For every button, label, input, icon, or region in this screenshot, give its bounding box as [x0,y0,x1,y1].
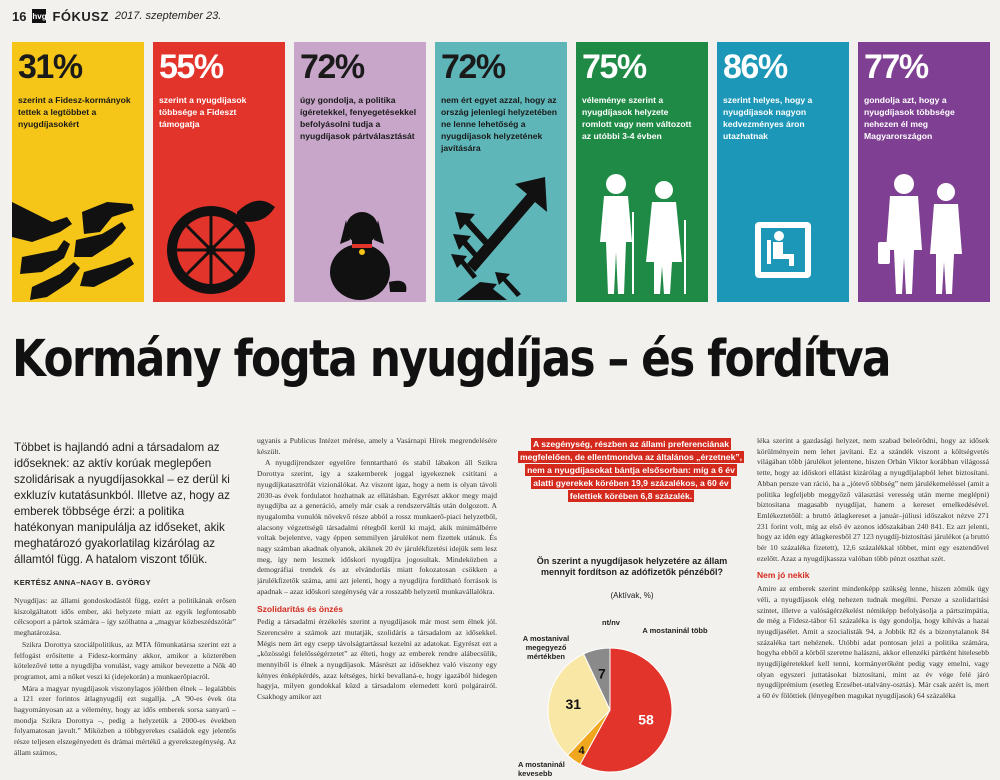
stat-text: nem ért egyet azzal, hogy az ország jelenlegi helyzetében ne lenne lehetőség a nyugdíjasok helyzetének javítására [441,95,558,153]
stat-panel-7 [858,42,990,302]
stat-panel-3 [294,42,426,302]
elderly-walking-icon [858,162,990,302]
infographic-panels [12,42,990,302]
stat-text: gondolja azt, hogy a nyugdíjasok többsége nehezen él meg Magyarországon [864,95,955,141]
stat-text: úgy gondolja, a politika ígéretekkel, fenyegetésekkel befolyásolni tudja a nyugdíjasok pártválasztását [300,95,417,141]
hvg-logo: hvg [32,9,46,23]
article-lead: Többet is hajlandó adni a társadalom az időseknek: az aktív korúak meglepően szolidárisak a nyugdíjasokkal – ez derül ki exkluzív kutatásunkból. Illetve az, hogy az emberek többsége érzi: a politika hatékonyan manipulálja az időseket, akik meghatározó gyakorlatilag kizárólag az államtól függ. A hatalom viszont tőlük. [14,441,230,566]
pie-value-label-3: 7 [597,665,606,682]
chart-title: Ön szerint a nyugdíjasok helyzetére az állam mennyit fordítson az adófizetők pénzéből? [536,556,728,577]
stat-percentage: 72% [300,48,364,86]
stat-percentage: 31% [18,48,82,86]
stat-percentage: 55% [159,48,223,86]
paragraph: Szikra Dorottya szociálpolitikus, az MTA főmunkatársa szerint ezt a felfogást erősítette a Fidesz-kormány akkor, amikor a közterében kötelezővé tette a nyugdíjba vonulást, vagy amikor bevezette a Nők 40 programot, ami a nőket veszi ki (idejekorán) a munkaerőpiacról. [14,639,236,681]
stat-panel-4 [435,42,567,302]
paragraph: Amire az emberek szerint mindenképp szükség lenne, hiszen zömük úgy véli, a nyugdíjasok elég nehezen tudnak megélni. Persze a szolidaritási szintet, illetve a valóságérzékelést némiképp befolyásolja a pártszimpátia, de még a Fidesz-tábor 61 százaléka is úgy gondolja, hogy kihívás a hazai nyugdíjasélet. Amit a szocialisták 94, a Jobbik 82 és a bizonytalanok 84 százaléka tart nehéznek. Utóbbi adat pontosan jelzi a politika számára, hogyha ebből a körből szeretne halászni, akkor ellenzéki pártként hitelesebb nyugdíjígéretekkel kell tenni, kormányerőként pedig vagy emelni, vagy olyan egyszeri juttatásokat biztosítani, mint az év vége felé járó nyugdíjprémium (esetleg Erzsébet-utalvány-osztás). Már csak azért is, mert a 60 év fölöttiek (lényegében magukat nyugdíjasok) 64 százaléka [757,584,989,701]
page-number: 16 [12,8,27,24]
slice-label-dk: nt/nv [602,618,620,627]
page-header [12,6,221,26]
stat-text: szerint a nyugdíjasok többsége a Fideszt támogatja [159,95,247,129]
paragraph: A nyugdíjrendszer egyelőre fenntartható és stabil lábakon áll Szikra Dorottya szerint, így a szakemberek joggal igyekeznek csitítani a nyugdíjkatasztrófát vizionálókat. Az viszont igaz, hogy a nem is olyan távoli 2030-as évek fordulatot hozhatnak az ellátásban. Egyrészt akkor megy majd nyugdíjba az a generáció, amely már csak a rendszerváltás után dolgozott. A nyugalomba vonulók növekvő része abból a rossz munkaerő-piaci helyzetből, alacsony végzettségű társadalmi rétegből kerül ki majd, akik minimálbérre voltak bejelentve, vagy éppen semmilyen járulékot nem fizettek utánuk. És nagy számban akadnak olyanok, akiknek 20 év járulékfizetési idejük sem lesz meg, így nem lesznek időskori nyugdíjra jogosultak. Mindeközben a demográfiai trendek és az elvándorlás miatt fokozatosan csökken a járulékfizetők száma, ami azt jelenti, hogy a nyugdíjra fordítható források is apadnak – azaz időskori szegénység vár a rosszabb helyzetű munkavállalókra. [257,458,497,596]
pie-value-label-1: 4 [578,745,585,758]
slice-label-less: A mostaninál kevesebb [518,760,565,778]
orange-fruit-icon [153,162,285,302]
byline: KERTÉSZ ANNA–NAGY B. GYÖRGY [14,578,151,587]
paragraph: Nyugdíjas: az állami gondoskodástól függ, ezért a politikának erősen kiszolgáltatott idős ember, aki helyzete miatt az egyik legfontosabb célcsoport a pártok számára – így szólhatna a „magyar közbeszédszótár” meghatározása. [14,596,236,638]
text-column-1 [14,596,236,780]
stat-panel-6 [717,42,849,302]
pull-quote [516,438,746,503]
subheading: Szolidaritás és önzés [257,603,343,614]
stat-text: szerint a Fidesz-kormányok tettek a legtöbbet a nyugdíjasokért [18,95,131,129]
reaching-hands-icon [12,162,144,302]
pie-value-label-0: 58 [638,711,654,728]
stat-percentage: 77% [864,48,928,86]
stat-percentage: 72% [441,48,505,86]
paragraph: léka szerint a gazdasági helyzet, nem szabad beleörödni, hogy az idősek körülményein nem lehet javítani. Ez a szándék viszont a költségvetés világában több járulékot jelentene, hiszen Orbán Viktor korábban világossá tette, hogy az időskori ellátást kizárólag a nyugdíjalapból lehet biztosítani. Abban persze van ráció, ha a „jótevő többség” nem járulékemeléssel (amit a politika legfeljebb meggyőző választási veresség után merne meglépni) biztosítana magasabb nyugdíjat, hanem a kereset emelkedésével. Emlékeztetőül: a bruttó átlagkereset a január–júliusi időszakot nézve 271 231 forint volt, míg az első év azonos időszakában 240 841. Ez azt jelenti, hogy az idén egy átlagkeresből 27 123 nyugdíj-biztosítási járulékot (a bruttó bér 10 százaléka fizetett), 12,6 százalékkal többet, mint egy esztendővel ezelőtt. Azaz a nyugdíjkassza valóban több pénzt oszthat szét. [757,436,989,563]
stat-panel-5 [576,42,708,302]
stat-panel-2 [153,42,285,302]
paragraph: Pedig a társadalmi érzékelés szerint a nyugdíjasok már most sem élnek jól. Szerencsére a számok azt mutatják, szolidáris a társadalom az idősekkel. Mégis nem árt egy csepp távolságtartással kezelni az adatokat. Egyrészt ezt a „közösségi felelősségérzetet” az élteti, hogy az emberek rendre alábecsülik, mennyiből is élnek a nyugdíjasok. Másrészt az idősekhez való viszony egy kényes énképkérdés, azaz kétséges, hirkí bevallaná-e, hogy igazából hidegen hagyja, milyen gondokkal küzd a társadalom elemedett korú polgárairól. Csakhogy amikor azt [257,617,497,702]
text-column-2 [257,436,497,780]
slice-label-same: A mostanival megegyező mértékben [522,634,570,661]
paragraph: Mára a magyar nyugdíjasok viszonylagos jólétben élnek – legalábbis a 121 ezer forintos átlagnyugdíj ezt sugallja. „A '90-es évek óta hagyományosan az a vélemény, hogy az idős emberek sorsa sanyarú – mondja Szikra Dorottya –, pedig a helyzetük a 2000-es években folyamatosan javult.” Miközben a többgyerekes családok egy jelentős része teljesen elszegényedett és drámai mértékű a gyerekszegénység. Az állam számos, [14,683,236,757]
pie-value-label-2: 31 [565,696,582,713]
article-headline: Kormány fogta nyugdíjas – és fordítva [12,330,890,389]
stat-text: szerint helyes, hogy a nyugdíjasok nagyon kedvezményes áron utazhatnak [723,95,813,141]
slice-label-more: A mostaninál több [642,626,708,635]
arrows-icon [435,172,567,302]
section-title: FÓKUSZ [52,8,109,24]
stat-percentage: 75% [582,48,646,86]
issue-date: 2017. szeptember 23. [114,10,222,22]
sitting-dog-icon [294,192,426,302]
pull-quote-text: A szegénység, részben az állami preferenciának megfelelően, de ellentmondva az általános „érzetnek”, nem a nyugdíjasokat bántja elsősorban: míg a 6 év alatti gyerekek körében 19,9 százalékos, a 60 év felettiek körében 6,8 százalék. [519,439,743,501]
paragraph: ugyanis a Publicus Intézet mérése, amely a Vasárnapi Hírek megrendelésére készült. [257,436,497,456]
stat-percentage: 86% [723,48,787,86]
priority-seat-icon [717,192,849,302]
stat-text: véleménye szerint a nyugdíjasok helyzete romlott vagy nem változott az utóbbi 3-4 évben [582,95,692,141]
text-column-4 [757,436,989,780]
pie-chart [505,600,765,780]
stat-panel-1 [12,42,144,302]
chart-subtitle: (Aktívak, %) [610,591,654,600]
subheading: Nem jó nekik [757,570,810,581]
elderly-couple-icon [576,162,708,302]
